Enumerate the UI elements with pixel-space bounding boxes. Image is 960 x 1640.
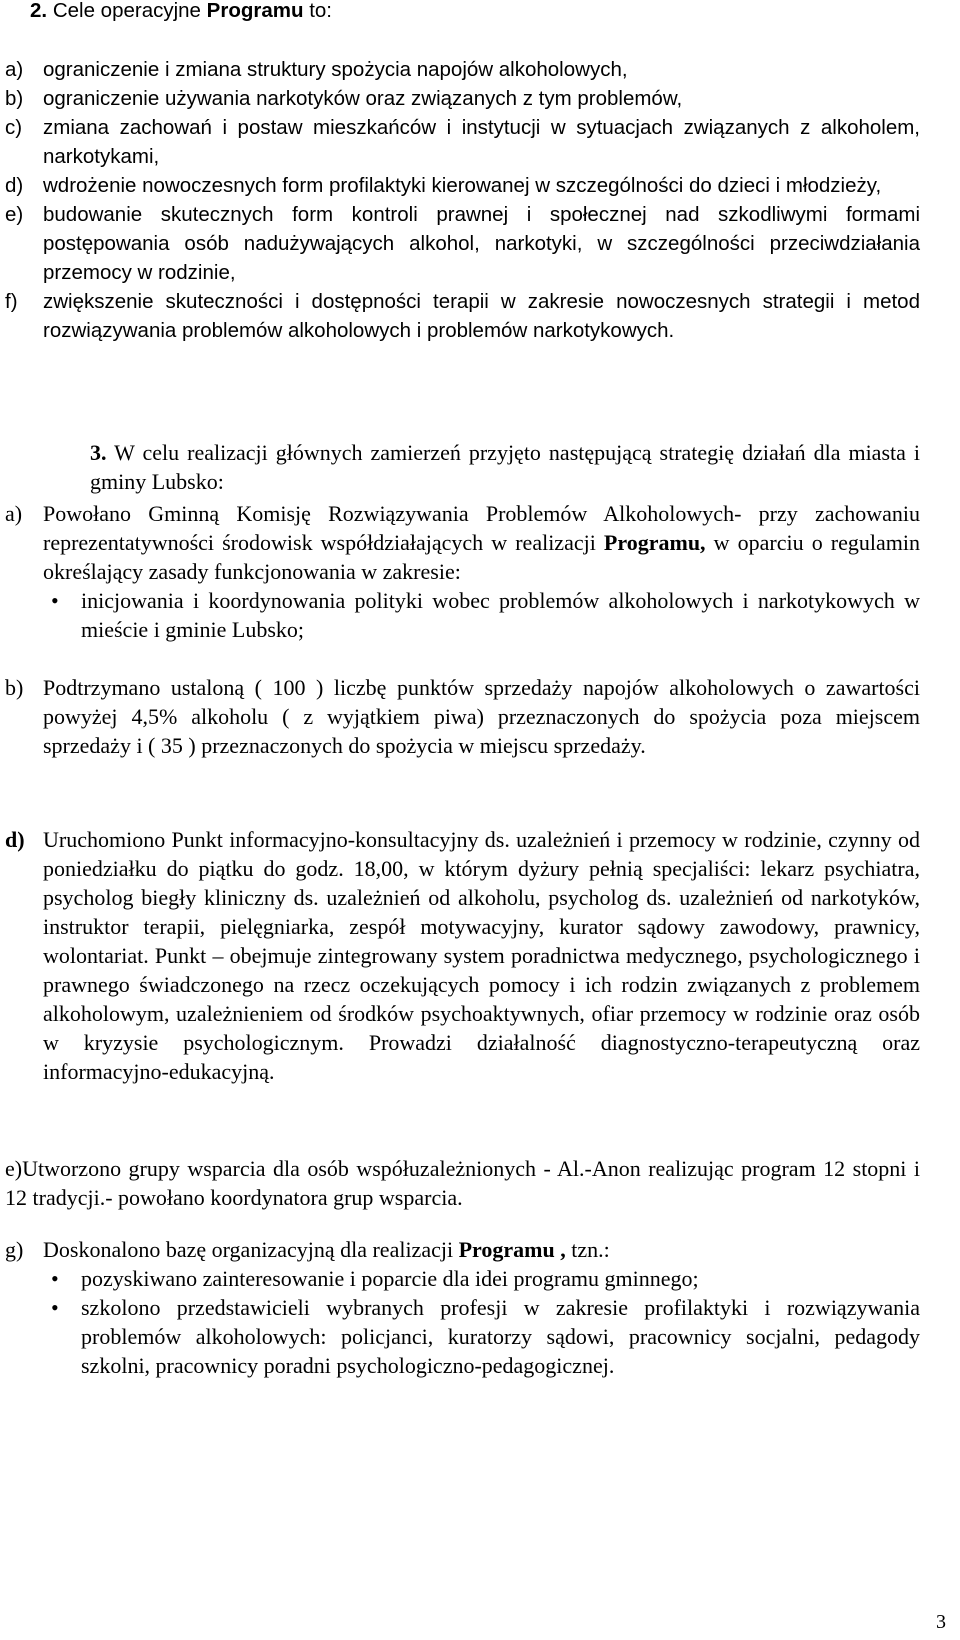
item-a-bullets	[5, 586, 920, 644]
item-label: e)	[5, 1156, 23, 1181]
item-label: f)	[5, 290, 18, 313]
section-3-number: 3.	[90, 440, 107, 465]
item-label: b)	[5, 87, 24, 110]
item-g-bold: Programu ,	[458, 1237, 566, 1262]
item-label: b)	[5, 675, 24, 700]
item-label: d)	[5, 827, 25, 852]
item-text: zmiana zachowań i postaw mieszkańców i instytucji w sytuacjach związanych z alkoholem, narkotykami,	[43, 116, 920, 168]
bullet-icon: •	[51, 588, 59, 613]
list-item	[43, 586, 920, 644]
list-item	[43, 1293, 920, 1380]
heading-text: Cele operacyjne	[52, 0, 201, 22]
strategy-item-b	[5, 673, 920, 760]
item-e-text: Utworzono grupy wsparcia dla osób współuzależnionych - Al.-Anon realizując program 12 stopni i 12 tradycji.- powołano koordynatora grup wsparcia.	[5, 1156, 920, 1210]
item-text: ograniczenie i zmiana struktury spożycia napojów alkoholowych,	[43, 58, 628, 81]
item-label: e)	[5, 203, 24, 226]
strategy-item-d	[5, 825, 920, 1086]
item-text: ograniczenie używania narkotyków oraz związanych z tym problemów,	[43, 87, 683, 110]
strategy-item-a	[5, 499, 920, 644]
list-item	[43, 1264, 920, 1293]
item-label: a)	[5, 501, 23, 526]
heading-number: 2.	[30, 0, 48, 22]
item-a-text-after: w oparciu o regulamin określający zasady funkcjonowania w zakresie:	[43, 530, 920, 584]
item-text: wdrożenie nowoczesnych form profilaktyki kierowanej w szczególności do dzieci i młodzieży,	[43, 174, 882, 197]
item-g-text: Doskonalono bazę organizacyjną dla realizacji	[43, 1237, 454, 1262]
page-number: 3	[936, 1611, 946, 1633]
list-item	[5, 200, 920, 287]
item-label: a)	[5, 58, 24, 81]
heading-bold: Programu	[206, 0, 304, 22]
operational-goals-list	[5, 55, 920, 345]
bullet-icon: •	[51, 1295, 59, 1320]
list-item	[5, 113, 920, 171]
item-text: zwiększenie skuteczności i dostępności terapii w zakresie nowoczesnych strategii i metod rozwiązywania problemów alkoholowych i problemów narkotykowych.	[43, 290, 920, 342]
section-heading	[30, 0, 332, 25]
item-label: g)	[5, 1237, 24, 1262]
strategy-item-g	[5, 1235, 920, 1380]
item-text: budowanie skutecznych form kontroli prawnej i społecznej nad szkodliwymi formami postępowania osób nadużywających alkohol, narkotyki, w szczególności przeciwdziałania przemocy w rodzinie,	[43, 203, 920, 284]
item-label: c)	[5, 116, 23, 139]
list-item	[5, 84, 920, 113]
item-label: d)	[5, 174, 24, 197]
item-a-bold: Programu,	[603, 530, 706, 555]
bullet-icon: •	[51, 1266, 59, 1291]
heading-tail: to:	[309, 0, 332, 22]
item-a-text: Powołano Gminną Komisję Rozwiązywania Problemów Alkoholowych- przy zachowaniu reprezentatywności środowisk współdziałających w realizacji	[43, 501, 920, 555]
section-3-paragraph	[90, 438, 920, 496]
section-3-text: W celu realizacji głównych zamierzeń przyjęto następującą strategię działań dla miasta i gminy Lubsko:	[90, 440, 920, 494]
list-item	[5, 55, 920, 84]
bullet-text: pozyskiwano zainteresowanie i poparcie dla idei programu gminnego;	[81, 1266, 699, 1291]
bullet-text: szkolono przedstawicieli wybranych profesji w zakresie profilaktyki i rozwiązywania problemów alkoholowych: policjanci, kuratorzy sądowi, pracownicy socjalni, pedagody szkolni, pracownicy poradni psychologiczno-pedagogicznej.	[81, 1295, 920, 1378]
bullet-text: inicjowania i koordynowania polityki wobec problemów alkoholowych i narkotykowych w mieście i gminie Lubsko;	[81, 588, 920, 642]
item-g-text-after: tzn.:	[571, 1237, 610, 1262]
item-d-text: Uruchomiono Punkt informacyjno-konsultacyjny ds. uzależnień i przemocy w rodzinie, czynny od poniedziałku do piątku do godz. 18,00, w którym dyżury pełnią specjaliści: lekarz psychiatra, psycholog biegły kliniczny ds. uzależnień od alkoholu, psycholog ds. uzależnień od narkotyków, instruktor terapii, pielęgniarka, zespół motywacyjny, kurator sądowy zawodowy, prawnicy, wolontariat. Punkt – obejmuje zintegrowany system poradnictwa medycznego, psychologicznego i prawnego świadczonego na rzecz oczekujących pomocy i ich rodzin związanych z problemem alkoholowym, uzależnieniem od środków psychoaktywnych, ofiar przemocy w rodzinie oraz osób w kryzysie psychologicznym. Prowadzi działalność diagnostyczno-terapeutyczną oraz informacyjno-edukacyjną.	[43, 827, 920, 1084]
strategy-item-e	[5, 1154, 920, 1212]
item-b-text: Podtrzymano ustaloną ( 100 ) liczbę punktów sprzedaży napojów alkoholowych o zawartości powyżej 4,5% alkoholu ( z wyjątkiem piwa) przeznaczonych do spożycia poza miejscem sprzedaży i ( 35 ) przeznaczonych do spożycia w miejscu sprzedaży.	[43, 675, 920, 758]
list-item	[5, 287, 920, 345]
list-item	[5, 171, 920, 200]
item-g-bullets	[5, 1264, 920, 1380]
